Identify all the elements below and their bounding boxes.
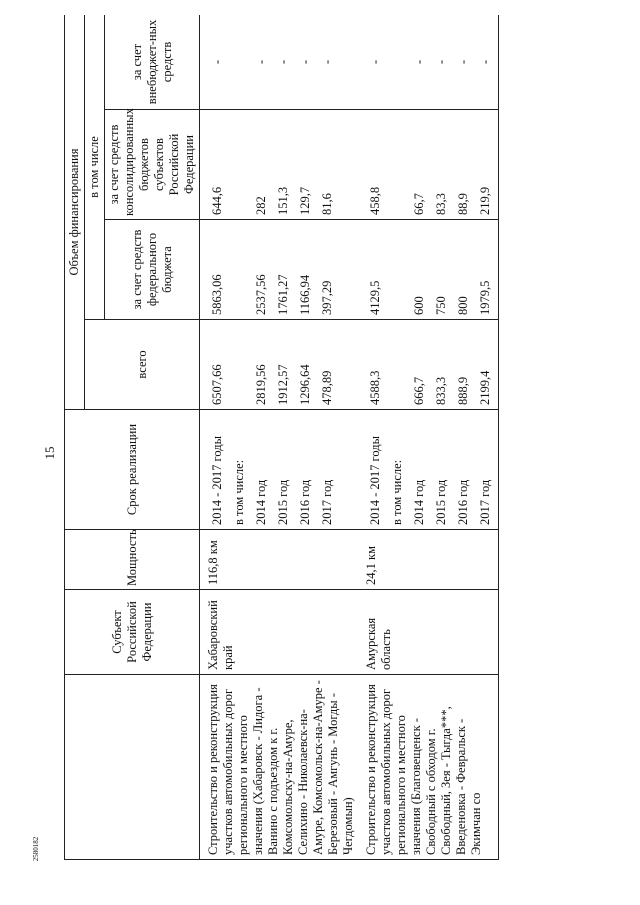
federal-value: 1166,94	[298, 274, 312, 315]
header-total: всего	[85, 320, 200, 410]
header-regional: за счет средств консолидированных бюджетов субъектов Российской Федерации	[105, 110, 200, 220]
period-value: 2014 - 2017 годы	[210, 435, 224, 525]
extra-value: -	[320, 59, 334, 65]
capacity-cell: 116,8 км	[200, 530, 359, 590]
federal-cell	[200, 220, 359, 320]
header-period: Срок реализации	[65, 410, 200, 530]
header-funding: Объем финансирования	[65, 15, 85, 410]
extra-value: -	[456, 59, 470, 65]
extra-cell	[200, 15, 359, 110]
regional-value: 151,3	[276, 186, 290, 215]
total-value	[228, 324, 250, 405]
table-stage	[64, 15, 634, 860]
extra-value: -	[254, 59, 268, 65]
federal-value: 1979,5	[478, 280, 492, 315]
extra-value: -	[434, 59, 448, 65]
federal-value: 800	[456, 296, 470, 315]
period-value: 2017 год	[320, 479, 334, 525]
period-value: 2014 год	[412, 479, 426, 525]
subject-cell: Амурская область	[358, 590, 499, 675]
total-cell	[200, 320, 359, 410]
extra-value: -	[368, 59, 382, 65]
total-value: 2819,56	[254, 364, 268, 405]
header-including: в том числе	[85, 15, 105, 320]
extra-value: -	[276, 59, 290, 65]
regional-cell	[358, 110, 499, 220]
extra-value	[228, 19, 250, 105]
federal-value	[386, 224, 408, 315]
document-code: 2580182	[32, 836, 40, 862]
extra-value: -	[210, 59, 224, 65]
total-value	[386, 324, 408, 405]
federal-value: 5863,06	[210, 274, 224, 315]
regional-value: 458,8	[368, 186, 382, 215]
period-cell	[200, 410, 359, 530]
period-value: 2015 год	[276, 479, 290, 525]
total-cell	[358, 320, 499, 410]
total-value: 6507,66	[210, 364, 224, 405]
header-extra: за счет внебюджет-ных средств	[105, 15, 200, 110]
regional-value: 644,6	[210, 186, 224, 215]
subject-cell: Хабаровский край	[200, 590, 359, 675]
federal-value: 2537,56	[254, 274, 268, 315]
regional-value: 282	[254, 196, 268, 215]
extra-value: -	[478, 59, 492, 65]
funding-table	[64, 15, 499, 860]
period-value: 2017 год	[478, 479, 492, 525]
total-value: 4588,3	[368, 370, 382, 405]
regional-value	[386, 114, 408, 215]
period-value: в том числе:	[232, 459, 246, 525]
period-value: 2014 - 2017 годы	[368, 435, 382, 525]
federal-value: 4129,5	[368, 280, 382, 315]
object-cell: Строительство и реконструкция участков автомобильных дорог регионального и местного значения (Благовещенск - Свободный с обходом г. Свободный, Зея - Тыгда***, Введеновка - Февральск - Экимчан со	[358, 675, 499, 860]
header-subject: Субъект Российской Федерации	[65, 590, 200, 675]
header-capacity: Мощность	[65, 530, 200, 590]
total-value: 666,7	[412, 376, 426, 405]
federal-value: 1761,27	[276, 274, 290, 315]
period-value: 2016 год	[456, 479, 470, 525]
federal-value: 750	[434, 296, 448, 315]
table-row-amur	[358, 15, 499, 860]
federal-value	[228, 224, 250, 315]
object-cell: Строительство и реконструкция участков автомобильных дорог регионального и местного значения (Хабаровск - Лидога - Ванино с подъездом к г. Комсомольску-на-Амуре, Селихино - Николаевск-на-Амуре, Комсомольск-на-Амуре - Березовый - Амгунь - Могды - Чегдомын)	[200, 675, 359, 860]
period-value: 2016 год	[298, 479, 312, 525]
total-value: 2199,4	[478, 370, 492, 405]
regional-value: 88,9	[456, 193, 470, 215]
total-value: 1912,57	[276, 364, 290, 405]
capacity-cell: 24,1 км	[358, 530, 499, 590]
period-value: 2015 год	[434, 479, 448, 525]
federal-value: 600	[412, 296, 426, 315]
regional-value	[228, 114, 250, 215]
total-value: 888,9	[456, 376, 470, 405]
federal-value: 397,29	[320, 280, 334, 315]
table-row-khabarovsk	[200, 15, 359, 860]
regional-value: 83,3	[434, 193, 448, 215]
regional-value: 129,7	[298, 186, 312, 215]
total-value: 833,3	[434, 376, 448, 405]
header-federal: за счет средств федерального бюджета	[105, 220, 200, 320]
rotated-page-content	[64, 15, 634, 860]
period-value: в том числе:	[390, 459, 404, 525]
extra-value: -	[298, 59, 312, 65]
federal-cell	[358, 220, 499, 320]
header-object	[65, 675, 200, 860]
period-cell	[358, 410, 499, 530]
regional-cell	[200, 110, 359, 220]
extra-cell	[358, 15, 499, 110]
extra-value	[386, 19, 408, 105]
period-value: 2014 год	[254, 479, 268, 525]
regional-value: 66,7	[412, 193, 426, 215]
total-value: 1296,64	[298, 364, 312, 405]
regional-value: 81,6	[320, 193, 334, 215]
extra-value: -	[412, 59, 426, 65]
total-value: 478,89	[320, 370, 334, 405]
regional-value: 219,9	[478, 186, 492, 215]
page-number: 15	[42, 446, 57, 460]
